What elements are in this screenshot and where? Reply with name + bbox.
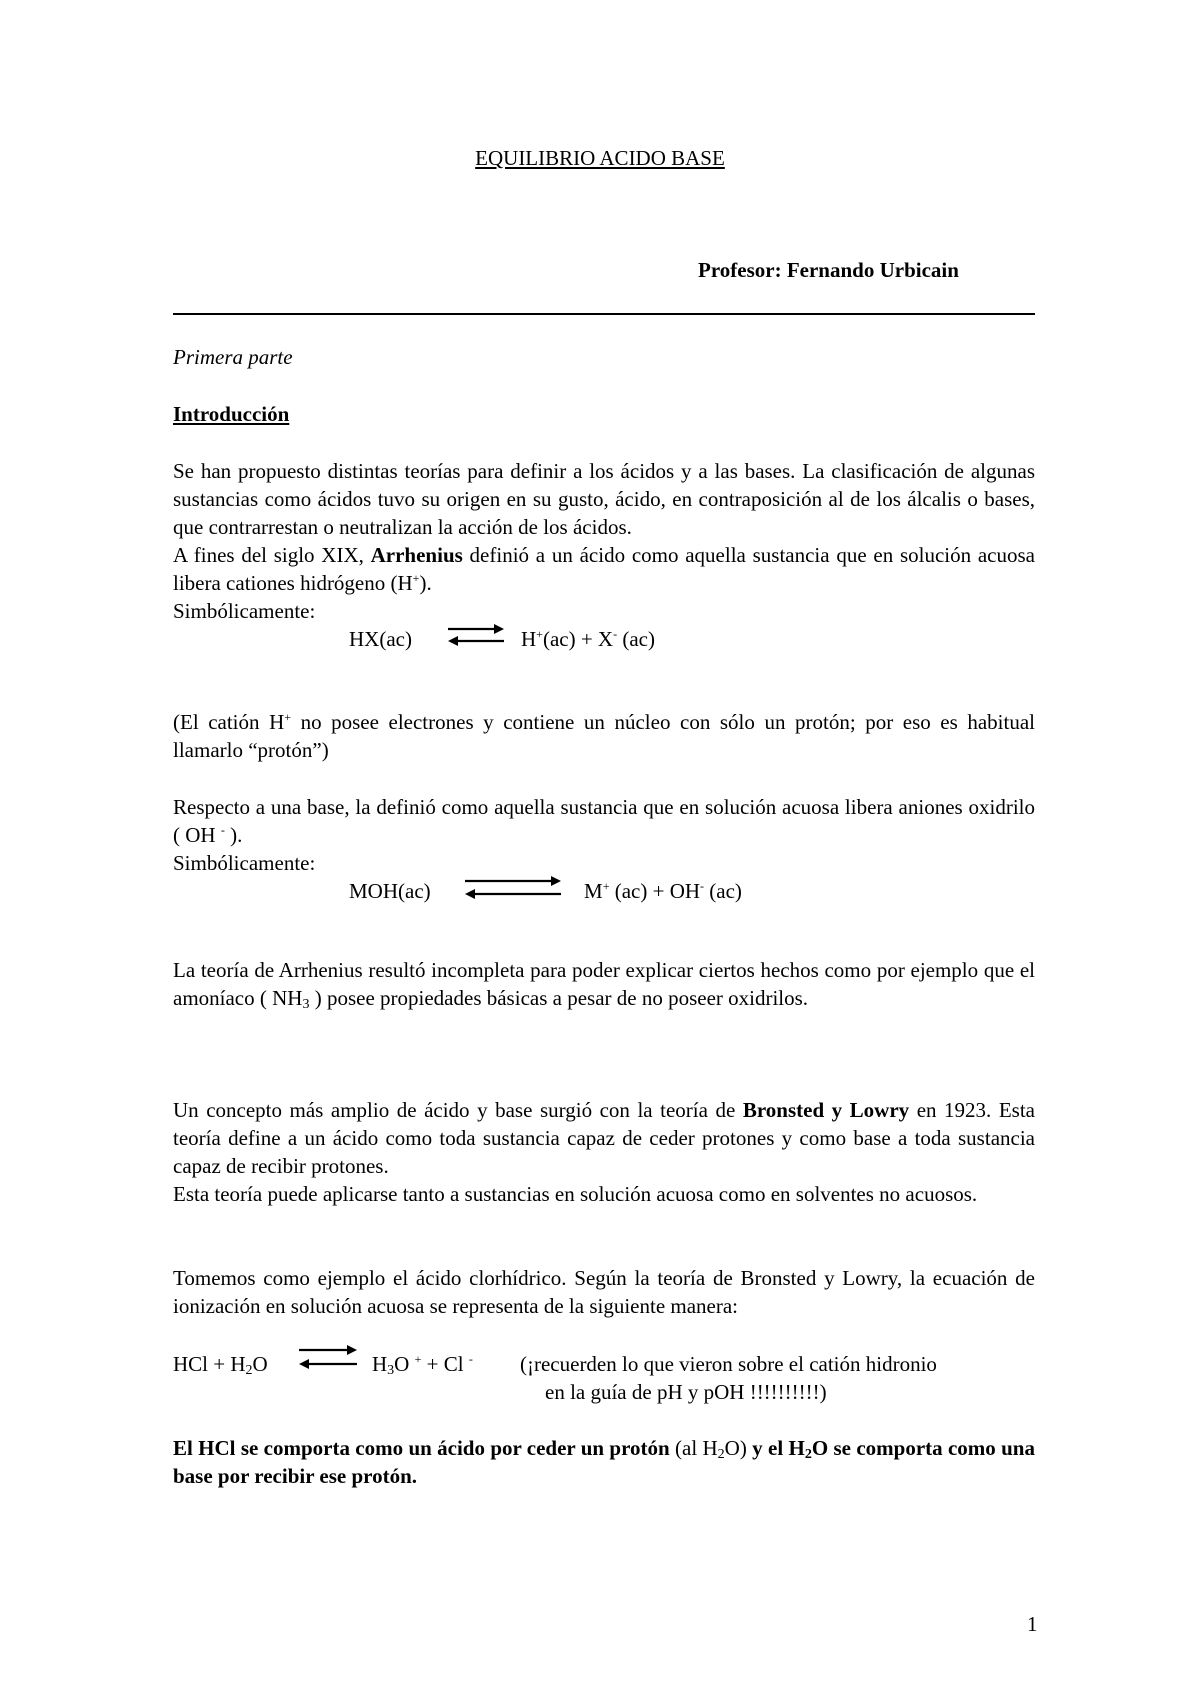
equation-3-products: $H_3O$ + + Cl - bbox=[372, 1352, 473, 1378]
paragraph-bronsted: Un concepto más amplio de ácido y base surgió con la teoría de Bronsted y Lowry en 1923. Esta teoría define a un ácido como toda sustancia capaz de ceder protones y como base a toda sustancia capaz de recibir protones. bbox=[173, 1098, 1035, 1178]
equation-2-products: M+ (ac) + OH- (ac) bbox=[584, 879, 742, 903]
symbolic-label-1: Simbólicamente: bbox=[173, 599, 316, 623]
section-heading: Introducción bbox=[173, 402, 290, 426]
paragraph-proton: (El catión H+ no posee electrones y contiene un núcleo con sólo un protón; por eso es habitual llamarlo “protón”) bbox=[173, 710, 1035, 762]
paragraph-arrhenius: A fines del siglo XIX, Arrhenius definió a un ácido como aquella sustancia que en solución acuosa libera cationes hidrógeno (H+). bbox=[173, 543, 1035, 595]
paragraph-arrhenius-limits: La teoría de Arrhenius resultó incompleta para poder explicar ciertos hechos como por ejemplo que el amoníaco ( $NH_3$ ) posee propiedades básicas a pesar de no poseer oxidrilos. bbox=[173, 958, 1035, 1012]
paragraph-base: Respecto a una base, la definió como aquella sustancia que en solución acuosa libera aniones oxidrilo ( OH - ). bbox=[173, 795, 1035, 847]
equilibrium-arrows-icon bbox=[446, 620, 506, 650]
paragraph-solvents: Esta teoría puede aplicarse tanto a sustancias en solución acuosa como en solventes no acuosos. bbox=[173, 1182, 978, 1206]
symbolic-label-2: Simbólicamente: bbox=[173, 851, 316, 875]
paragraph-example: Tomemos como ejemplo el ácido clorhídrico. Según la teoría de Bronsted y Lowry, la ecuación de ionización en solución acuosa se representa de la siguiente manera: bbox=[173, 1266, 1035, 1318]
horizontal-rule bbox=[173, 313, 1035, 315]
equation-2-reactants: MOH(ac) bbox=[349, 879, 431, 903]
professor-line: Profesor: Fernando Urbicain bbox=[698, 258, 959, 282]
equilibrium-arrows-icon bbox=[297, 1340, 361, 1374]
document-title: EQUILIBRIO ACIDO BASE bbox=[475, 146, 725, 170]
equation-3-note-line-2: en la guía de pH y pOH !!!!!!!!!!) bbox=[545, 1380, 827, 1404]
equilibrium-arrows-icon bbox=[463, 872, 563, 902]
paragraph-conclusion: El HCl se comporta como un ácido por ceder un protón (al $H_2O$) y el $H_2O$ se comporta como una base por recibir ese protón. bbox=[173, 1436, 1035, 1488]
page-number: 1 bbox=[1027, 1612, 1038, 1636]
equation-1-reactants: HX(ac) bbox=[349, 627, 412, 651]
paragraph-intro: Se han propuesto distintas teorías para definir a los ácidos y a las bases. La clasificación de algunas sustancias como ácidos tuvo su origen en su gusto, ácido, en contraposición al de los álcalis o bases, que contrarrestan o neutralizan la acción de los ácidos. bbox=[173, 459, 1035, 539]
equation-3-note-line-1: (¡recuerden lo que vieron sobre el catión hidronio bbox=[520, 1352, 937, 1376]
equation-3-reactants: HCl + $H_2O$ bbox=[173, 1352, 268, 1378]
section-label: Primera parte bbox=[173, 345, 293, 369]
equation-1-products: H+(ac) + X- (ac) bbox=[521, 627, 655, 651]
